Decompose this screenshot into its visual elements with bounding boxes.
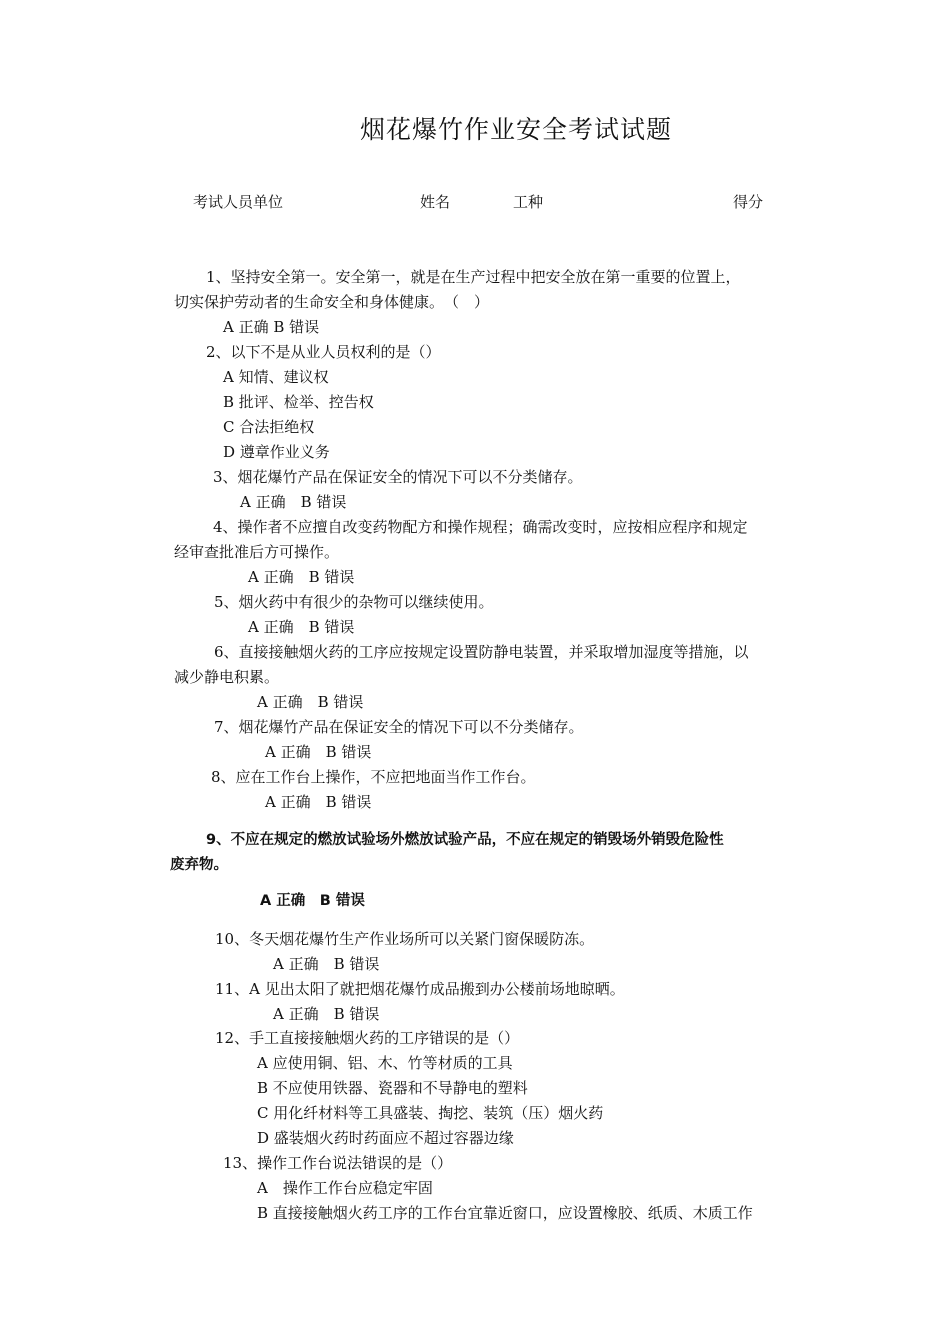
- question-12-option-d: D 盛装烟火药时药面应不超过容器边缘: [257, 1129, 514, 1147]
- job-label: 工种: [513, 193, 544, 211]
- question-12-option-c: C 用化纤材料等工具盛装、掏挖、装筑（压）烟火药: [257, 1104, 604, 1122]
- score-label: 得分: [733, 193, 764, 211]
- question-7-text: 7、烟花爆竹产品在保证安全的情况下可以不分类储存。: [214, 718, 584, 736]
- page-title: 烟花爆竹作业安全考试试题: [360, 115, 673, 144]
- unit-label: 考试人员单位: [193, 193, 284, 211]
- question-12-option-a: A 应使用铜、铝、木、竹等材质的工具: [257, 1054, 513, 1072]
- question-2-option-b: B 批评、检举、控告权: [223, 393, 374, 411]
- question-11-options: A 正确 B 错误: [273, 1005, 380, 1023]
- question-10-options: A 正确 B 错误: [273, 955, 380, 973]
- question-12-text: 12、手工直接接触烟火药的工序错误的是（）: [215, 1029, 520, 1047]
- question-9-options: A 正确 B 错误: [260, 893, 365, 909]
- name-label: 姓名: [420, 193, 451, 211]
- question-5-text: 5、烟火药中有很少的杂物可以继续使用。: [214, 593, 494, 611]
- question-6-line-1: 6、直接接触烟火药的工序应按规定设置防静电装置，并采取增加湿度等措施，以: [214, 643, 749, 661]
- question-1-options: A 正确 B 错误: [223, 318, 320, 336]
- question-12-option-b: B 不应使用铁器、瓷器和不导静电的塑料: [257, 1079, 528, 1097]
- question-13-option-a: A 操作工作台应稳定牢固: [257, 1179, 433, 1197]
- question-3-text: 3、烟花爆竹产品在保证安全的情况下可以不分类储存。: [213, 468, 583, 486]
- question-6-line-2: 减少静电积累。: [174, 668, 280, 686]
- question-1-line-2: 切实保护劳动者的生命安全和身体健康。 （ ）: [174, 293, 490, 311]
- question-6-options: A 正确 B 错误: [257, 693, 364, 711]
- question-5-options: A 正确 B 错误: [248, 618, 355, 636]
- question-10-text: 10、冬天烟花爆竹生产作业场所可以关紧门窗保暖防冻。: [215, 930, 595, 948]
- question-4-line-2: 经审查批准后方可操作。: [174, 543, 340, 561]
- question-3-options: A 正确 B 错误: [240, 493, 347, 511]
- question-2-text: 2、以下不是从业人员权利的是（）: [206, 343, 441, 361]
- question-9-line-1: 9、不应在规定的燃放试验场外燃放试验产品，不应在规定的销毁场外销毁危险性: [206, 832, 724, 848]
- question-9-line-2: 废弃物。: [170, 857, 228, 873]
- question-13-text: 13、操作工作台说法错误的是（）: [223, 1154, 453, 1172]
- question-1-line-1: 1、坚持安全第一。安全第一，就是在生产过程中把安全放在第一重要的位置上，: [206, 268, 741, 286]
- question-11-text: 11、A 见出太阳了就把烟花爆竹成品搬到办公楼前场地晾晒。: [215, 980, 625, 998]
- question-8-options: A 正确 B 错误: [265, 793, 372, 811]
- question-13-option-b: B 直接接触烟火药工序的工作台宜靠近窗口，应设置橡胶、纸质、木质工作: [257, 1204, 753, 1222]
- question-7-options: A 正确 B 错误: [265, 743, 372, 761]
- question-2-option-a: A 知情、建议权: [223, 368, 329, 386]
- question-2-option-c: C 合法拒绝权: [223, 418, 315, 436]
- question-2-option-d: D 遵章作业义务: [223, 443, 330, 461]
- question-8-text: 8、应在工作台上操作，不应把地面当作工作台。: [211, 768, 536, 786]
- question-4-line-1: 4、操作者不应擅自改变药物配方和操作规程；确需改变时，应按相应程序和规定: [213, 518, 748, 536]
- question-4-options: A 正确 B 错误: [248, 568, 355, 586]
